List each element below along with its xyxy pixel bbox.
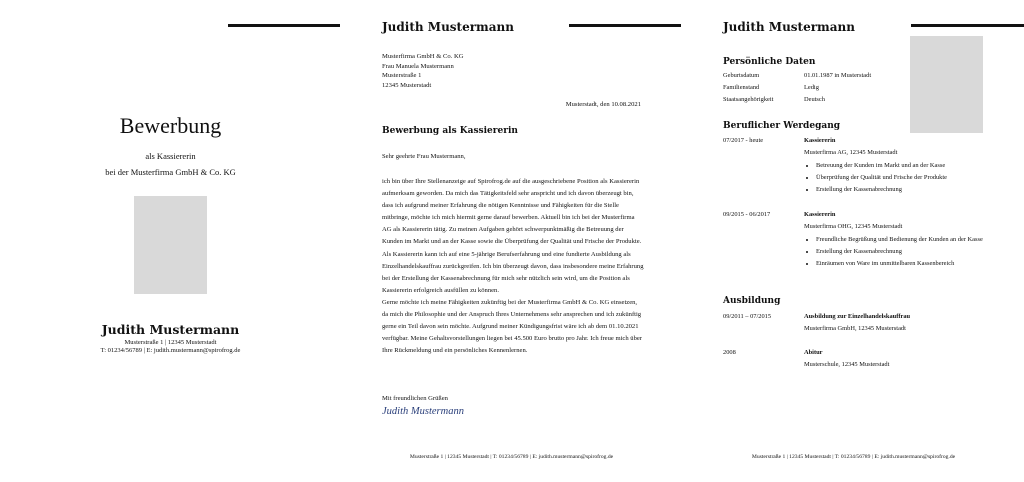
section-title-career: Beruflicher Werdegang — [723, 121, 841, 131]
career-title: Kassiererin — [804, 211, 836, 218]
duty-item: • Einräumen von Ware im unmittelbaren Kassenbereich — [816, 258, 984, 270]
letter-closing: Mit freundlichen Grüßen — [382, 395, 448, 402]
education-institution: Musterschule, 12345 Musterstadt — [804, 361, 890, 369]
career-period: 07/2017 - heute — [723, 137, 764, 144]
cover-title: Bewerbung — [119, 113, 222, 138]
duty-item: • Überprüfung der Qualität und Frische der Produkte — [816, 172, 984, 184]
cover-applicant-name: Judith Mustermann — [101, 322, 240, 337]
header-rule — [569, 24, 681, 27]
career-organization: Musterfirma AG, 12345 Musterstadt — [804, 149, 898, 157]
cover-address: Musterstraße 1 | 12345 Musterstadt — [124, 339, 217, 346]
education-entry — [804, 347, 984, 372]
cover-subtitle-position: als Kassiererin — [145, 151, 196, 161]
career-duties — [804, 234, 984, 271]
letter-subject: Bewerbung als Kassiererin — [382, 126, 518, 136]
education-title: Ausbildung zur Einzelhandelskauffrau — [804, 313, 911, 320]
signature: Judith Mustermann — [382, 406, 464, 417]
letter-footer: Musterstraße 1 | 12345 Musterstadt | T: 01234/56789 | E: judith.mustermann@spirofrog.de — [409, 454, 614, 460]
value-birthdate: 01.01.1987 in Musterstadt — [804, 72, 872, 79]
recipient-company: Musterfirma GmbH & Co. KG — [382, 53, 464, 60]
cv-header-name: Judith Mustermann — [723, 20, 855, 34]
applicant-photo-placeholder — [910, 36, 983, 133]
label-birthdate: Geburtsdatum — [723, 72, 760, 79]
cover-subtitle-company: bei der Musterfirma GmbH & Co. KG — [105, 167, 236, 177]
duty-item: • Erstellung der Kassenabrechnung — [816, 246, 984, 258]
letter-body — [382, 176, 644, 357]
letter-salutation: Sehr geehrte Frau Mustermann, — [382, 153, 466, 160]
cover-page — [0, 0, 341, 482]
career-entry — [804, 209, 984, 270]
duty-item: • Betreuung der Kunden im Markt und an der Kasse — [816, 160, 984, 172]
value-nationality: Deutsch — [804, 96, 825, 103]
section-title-personal: Persönliche Daten — [723, 57, 816, 67]
section-title-education: Ausbildung — [723, 296, 781, 306]
career-duties — [804, 160, 984, 197]
career-organization: Musterfirma OHG, 12345 Musterstadt — [804, 223, 903, 231]
cv-page — [683, 0, 1024, 482]
recipient-city: 12345 Musterstadt — [382, 81, 432, 89]
header-rule — [228, 24, 340, 27]
education-institution: Musterfirma GmbH, 12345 Musterstadt — [804, 325, 906, 333]
recipient-address — [382, 52, 464, 90]
education-entry — [804, 311, 984, 336]
cover-contact-line: T: 01234/56789 | E: judith.mustermann@spirofrog.de — [100, 347, 241, 354]
letter-header-name: Judith Mustermann — [382, 20, 514, 34]
cv-footer: Musterstraße 1 | 12345 Musterstadt | T: 01234/56789 | E: judith.mustermann@spirofrog.de — [751, 454, 956, 460]
education-period: 2008 — [723, 349, 736, 356]
duty-item: • Erstellung der Kassenabrechnung — [816, 184, 984, 196]
letter-paragraph-1: ich bin über Ihre Stellenanzeige auf Spirofrog.de auf die ausgeschriebene Position als Kassiererin aufmerksam geworden. Da mich das Tätigkeitsfeld sehr anspricht und ich davon überzeugt bin, dass ich aufgrund meiner Erfahrung die nötigen Kenntnisse und Fähigkeiten für die Stelle mitbringe, möchte ich mich hiermit gerne darauf bewerben. Aktuell bin ich bei der Musterfirma AG als Kassiererin tätig. Zu meinen Aufgaben gehört schwerpunktmäßig die Betreuung der Kunden im Markt und an der Kasse sowie die Überprüfung der Qualität und Frische der Produkte. Als Kassiererin kann ich auf eine 5-jährige Berufserfahrung und eine fundierte Ausbildung als Einzelhandelskauffrau zurückgreifen. Ich bin überzeugt davon, dass insbesondere meine Erfahrung bei der Erstellung der Kassenabrechnung für mich sehr nützlich sein wird, um die Position als Kassiererin erfolgreich ausfüllen zu können. — [382, 178, 644, 294]
letter-date: Musterstadt, den 10.08.2021 — [565, 101, 641, 108]
label-nationality: Staatsangehörigkeit — [723, 96, 774, 103]
education-period: 09/2011 – 07/2015 — [723, 313, 772, 320]
letter-paragraph-2: Gerne möchte ich meine Fähigkeiten zukünftig bei der Musterfirma GmbH & Co. KG einsetzen, da mich die Philosophie und der Anspruch Ihres Unternehmens sehr ansprechen und ich zukünftig gerne ein Teil davon sein möchte. Aufgrund meiner Kündigungsfrist wäre ich ab dem 01.10.2021 verfügbar. Meine Gehaltsvorstellungen liegen bei 45.500 Euro brutto pro Jahr. Ich freue mich über Ihre Rückmeldung und ein persönliches Kennenlernen. — [382, 298, 643, 355]
label-marital-status: Familienstand — [723, 84, 760, 91]
cover-letter-page — [341, 0, 682, 482]
career-entry — [804, 135, 984, 196]
career-title: Kassiererin — [804, 137, 836, 144]
duty-item: • Freundliche Begrüßung und Bedienung der Kunden an der Kasse — [816, 234, 984, 246]
value-marital-status: Ledig — [804, 84, 819, 91]
recipient-street: Musterstraße 1 — [382, 72, 422, 80]
career-period: 09/2015 - 06/2017 — [723, 211, 771, 218]
recipient-person: Frau Manuela Mustermann — [382, 62, 454, 70]
applicant-photo-placeholder — [134, 196, 207, 294]
education-title: Abitur — [804, 349, 823, 356]
header-rule — [911, 24, 1024, 27]
